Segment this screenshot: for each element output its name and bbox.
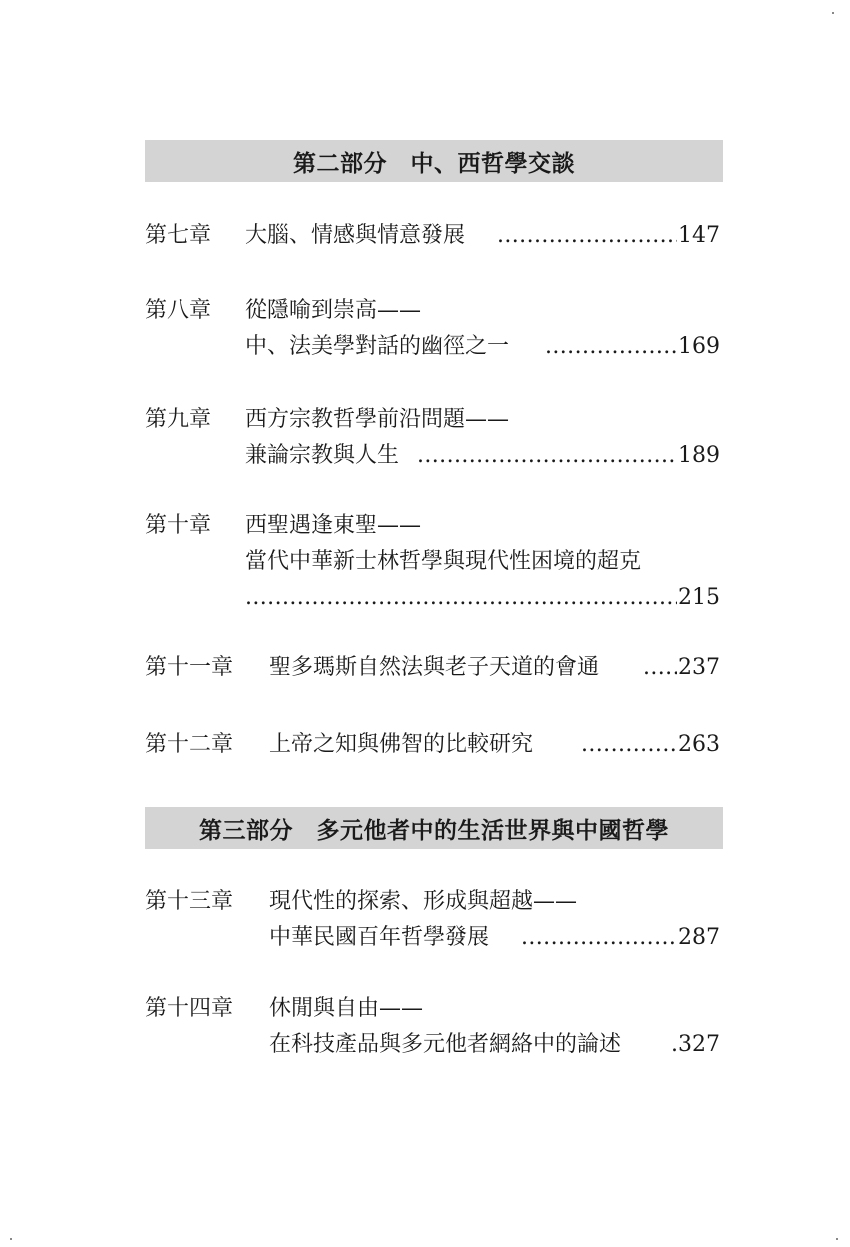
crop-mark-top-right [832, 12, 834, 14]
chapter-label: 第十章 [145, 513, 212, 538]
toc-entry-ch7[interactable] [145, 218, 720, 254]
page-number: .327 [671, 1032, 720, 1057]
page-number: 169 [678, 334, 720, 359]
chapter-title: 大腦、情感與情意發展 [245, 223, 466, 248]
toc-entry-ch14[interactable] [145, 991, 720, 1063]
page-number: 215 [678, 585, 720, 610]
leader-dots [545, 329, 677, 365]
page-number: 147 [678, 223, 720, 248]
leader-dots [581, 727, 677, 763]
leader-dots [643, 650, 677, 686]
toc-entry-ch10[interactable] [145, 508, 720, 616]
chapter-label: 第十四章 [145, 996, 234, 1021]
chapter-title: 西聖遇逢東聖—— [245, 513, 422, 538]
chapter-label: 第七章 [145, 223, 212, 248]
leader-dots [417, 438, 677, 474]
chapter-title: 從隱喻到崇高—— [245, 298, 422, 323]
page-number: 263 [678, 732, 720, 757]
chapter-title: 聖多瑪斯自然法與老子天道的會通 [269, 655, 600, 680]
chapter-label: 第八章 [145, 298, 212, 323]
page-number: 189 [678, 443, 720, 468]
toc-entry-ch8[interactable] [145, 293, 720, 365]
toc-entry-ch13[interactable] [145, 884, 720, 956]
chapter-subtitle: 中華民國百年哲學發展 [269, 925, 490, 950]
chapter-title: 西方宗教哲學前沿問題—— [245, 407, 510, 432]
chapter-subtitle: 兼論宗教與人生 [245, 443, 400, 468]
section-header-part2 [145, 140, 723, 182]
leader-dots [497, 218, 677, 254]
chapter-title: 現代性的探索、形成與超越—— [269, 889, 578, 914]
page-number: 237 [678, 655, 720, 680]
crop-mark-bottom-right [836, 1238, 838, 1240]
chapter-subtitle: 中、法美學對話的幽徑之一 [245, 334, 510, 359]
chapter-title: 上帝之知與佛智的比較研究 [269, 732, 534, 757]
toc-entry-ch12[interactable] [145, 727, 720, 763]
chapter-subtitle: 當代中華新士林哲學與現代性困境的超克 [245, 549, 642, 574]
chapter-label: 第九章 [145, 407, 212, 432]
chapter-label: 第十一章 [145, 655, 234, 680]
chapter-title: 休閒與自由—— [269, 996, 424, 1021]
chapter-subtitle: 在科技產品與多元他者網絡中的論述 [269, 1032, 622, 1057]
leader-dots [521, 920, 677, 956]
section-header-part3 [145, 807, 723, 849]
section-title: 第三部分 多元他者中的生活世界與中國哲學 [199, 817, 669, 844]
chapter-label: 第十二章 [145, 732, 234, 757]
section-title: 第二部分 中、西哲學交談 [293, 150, 575, 177]
toc-entry-ch9[interactable] [145, 402, 720, 474]
toc-entry-ch11[interactable] [145, 650, 720, 686]
page-number: 287 [678, 925, 720, 950]
leader-dots [245, 580, 677, 616]
crop-mark-bottom-left [10, 1238, 12, 1240]
chapter-label: 第十三章 [145, 889, 234, 914]
